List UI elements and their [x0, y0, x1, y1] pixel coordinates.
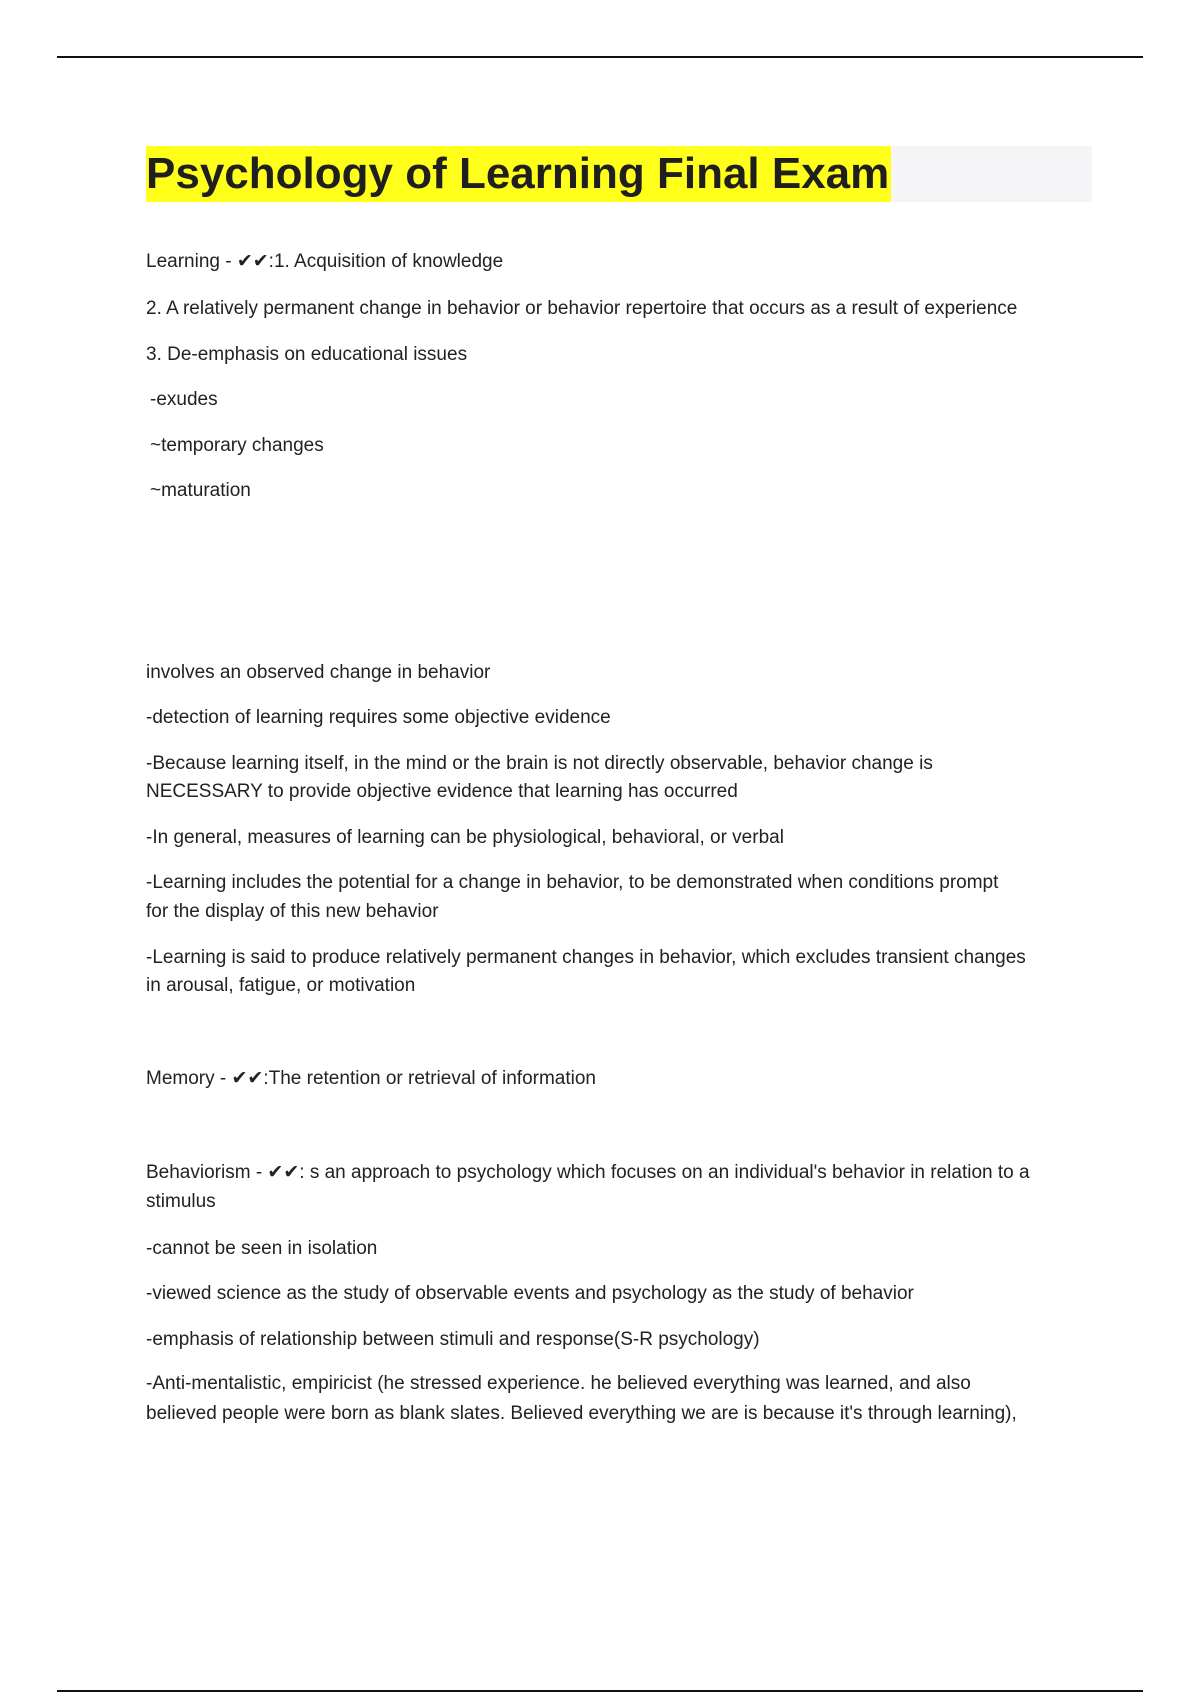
text-line: -detection of learning requires some objective evidence	[146, 707, 611, 728]
text-line: in arousal, fatigue, or motivation	[146, 975, 416, 996]
text-line: NECESSARY to provide objective evidence that learning has occurred	[146, 781, 738, 802]
text-line: -exudes	[150, 389, 218, 410]
text-line: stimulus	[146, 1191, 216, 1212]
text-line: -Learning includes the potential for a change in behavior, to be demonstrated when conditions prompt	[146, 872, 999, 893]
text-line: -cannot be seen in isolation	[146, 1238, 378, 1259]
text-line: ~temporary changes	[150, 435, 324, 456]
text-line: -viewed science as the study of observable events and psychology as the study of behavior	[146, 1283, 914, 1304]
text-line: -Anti-mentalistic, empiricist (he stressed experience. he believed everything was learned, and also	[146, 1373, 971, 1394]
text-line: Behaviorism - ✔✔: s an approach to psychology which focuses on an individual's behavior in relation to a	[146, 1162, 1030, 1183]
text-line: -Learning is said to produce relatively permanent changes in behavior, which excludes transient changes	[146, 947, 1026, 968]
text-line: 3. De-emphasis on educational issues	[146, 344, 468, 365]
text-line: Memory - ✔✔:The retention or retrieval of information	[146, 1068, 596, 1089]
text-line: ~maturation	[150, 480, 251, 501]
text-line: for the display of this new behavior	[146, 901, 439, 922]
title-block	[146, 146, 1092, 202]
document-title: Psychology of Learning Final Exam	[146, 146, 891, 202]
text-line: -Because learning itself, in the mind or the brain is not directly observable, behavior change is	[146, 753, 933, 774]
top-rule	[57, 56, 1143, 58]
text-line: believed people were born as blank slates. Believed everything we are is because it's through learning),	[146, 1403, 1017, 1424]
text-line: -emphasis of relationship between stimuli and response(S-R psychology)	[146, 1329, 760, 1350]
bottom-rule	[57, 1690, 1143, 1692]
text-line: 2. A relatively permanent change in behavior or behavior repertoire that occurs as a result of experience	[146, 298, 1018, 319]
text-line: involves an observed change in behavior	[146, 662, 491, 683]
text-line: Learning - ✔✔:1. Acquisition of knowledge	[146, 251, 504, 272]
text-line: -In general, measures of learning can be physiological, behavioral, or verbal	[146, 827, 784, 848]
